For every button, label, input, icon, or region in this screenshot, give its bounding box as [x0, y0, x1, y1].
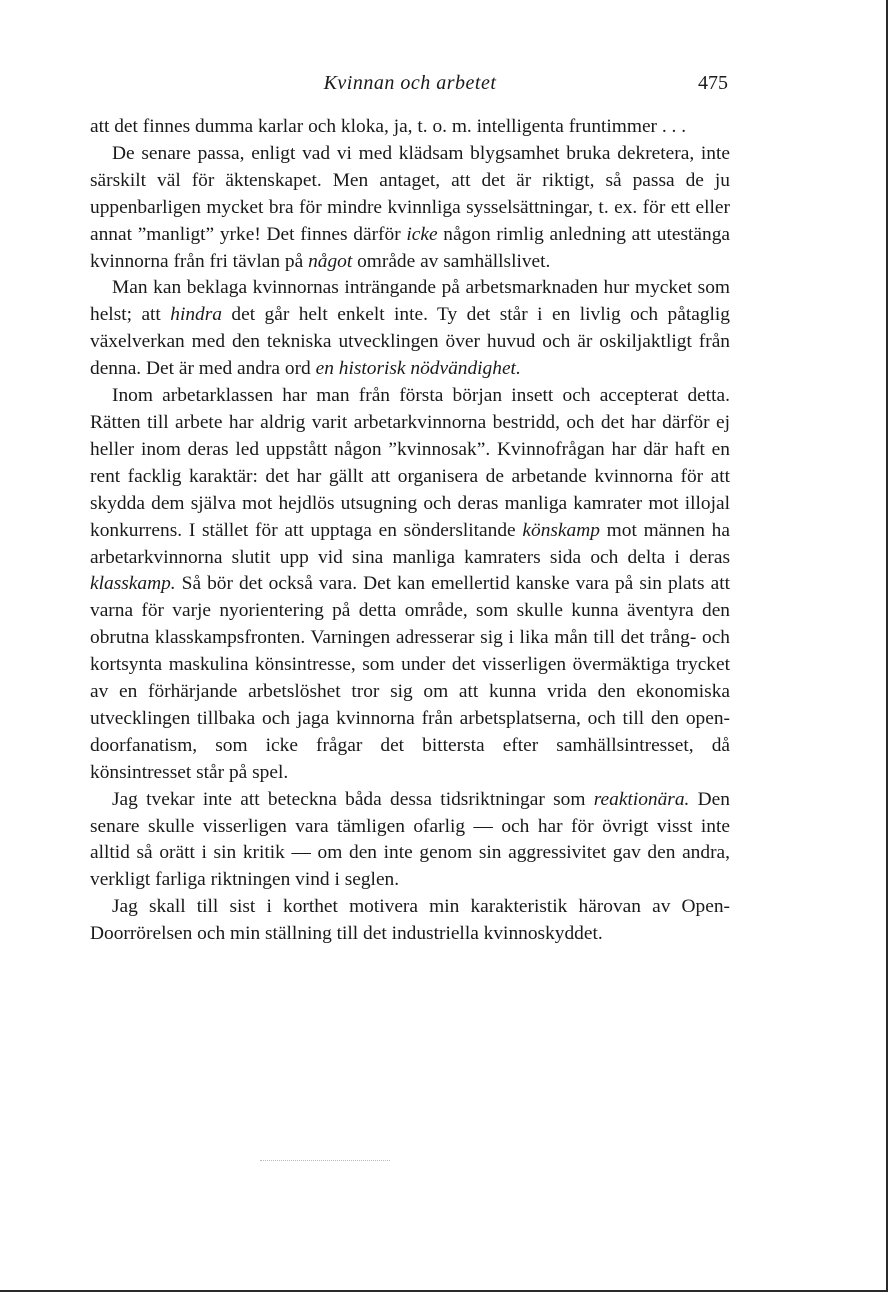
emphasis-text: klasskamp. [90, 573, 176, 595]
text-run: Jag tvekar inte att beteckna båda dessa tidsriktningar som [112, 788, 594, 810]
text-run: någon rimlig anledning att utestänga kvinnorna från fri tävlan på [90, 223, 730, 272]
text-run: Den senare skulle visserligen vara tämligen ofarlig — och har för övrigt visst inte alltid så orätt i sin kritik — om den inte genom sin aggressivitet gav den andra, verkligt farliga riktningen vind i seglen. [90, 788, 730, 891]
emphasis-text: icke [406, 223, 438, 245]
emphasis-text: reaktionära. [593, 788, 690, 810]
body-text [90, 114, 730, 948]
text-run: område av samhällslivet. [352, 250, 551, 272]
paragraph [90, 114, 730, 141]
paragraph [90, 275, 730, 383]
paragraph [90, 141, 730, 276]
running-head [90, 72, 730, 102]
text-run: Så bör det också vara. Det kan emellertid kanske vara på sin plats att varna för varje nyorientering på detta område, som skulle kunna äventyra den obrutna klasskampsfronten. Varningen adresserar sig i lika mån till det trång- och kortsynta maskulina könsintresse, som under det visserligen övermäktiga trycket av en förhärjande arbetslöshet tror sig om att kunna vrida den ekonomiska utvecklingen tillbaka och jaga kvinnorna från arbetsplatserna, och till den open-doorfanatism, som icke frågar det bittersta efter samhällsintresset, då könsintresset står på spel. [90, 573, 730, 783]
paragraph [90, 894, 730, 948]
text-run: att det finnes dumma karlar och kloka, ja, t. o. m. intelligenta fruntimmer . . . [90, 116, 687, 137]
page-number: 475 [698, 72, 728, 94]
emphasis-text: något [308, 250, 353, 272]
emphasis-text: en historisk nödvändighet. [315, 358, 521, 380]
scan-artifact [260, 1160, 390, 1164]
text-run: mot männen ha arbetarkvinnorna slutit upp vid sina manliga kamraters sida och delta i deras [90, 519, 730, 568]
running-title: Kvinnan och arbetet [323, 72, 497, 94]
text-run: Man kan beklaga kvinnornas inträngande på arbetsmarknaden hur mycket som helst; att [90, 277, 730, 326]
text-run: det går helt enkelt inte. Ty det står i en livlig och påtaglig växelverkan med den tekniska utvecklingen över huvud och är oskiljaktligt från denna. Det är med andra ord [90, 304, 730, 380]
text-run: De senare passa, enligt vad vi med klädsam blygsamhet bruka dekretera, inte särskilt väl för äktenskapet. Men antaget, att det är riktigt, så passa de ju uppenbarligen mycket bra för mindre kvinnliga sysselsättningar, t. ex. för ett eller annat ”manligt” yrke! Det finnes därför [90, 142, 730, 245]
emphasis-text: könskamp [522, 519, 600, 541]
paragraph [90, 787, 730, 895]
text-run: Inom arbetarklassen har man från första början insett och accepterat detta. Rätten till arbete har aldrig varit arbetarkvinnorna bestridd, och det har därför ej heller inom deras led uppstått någon ”kvinnosak”. Kvinnofrågan har där haft en rent facklig karaktär: det har gällt att organisera de arbetande kvinnorna för att skydda dem själva mot hejdlös utsugning och deras manliga kamrater mot illojal konkurrens. I stället för att upptaga en sönderslitande [90, 385, 730, 541]
emphasis-text: hindra [170, 304, 222, 326]
text-run: Jag skall till sist i korthet motivera min karakteristik härovan av Open-Doorrörelsen och min ställning till det industriella kvinnoskyddet. [90, 896, 730, 945]
paragraph [90, 383, 730, 787]
